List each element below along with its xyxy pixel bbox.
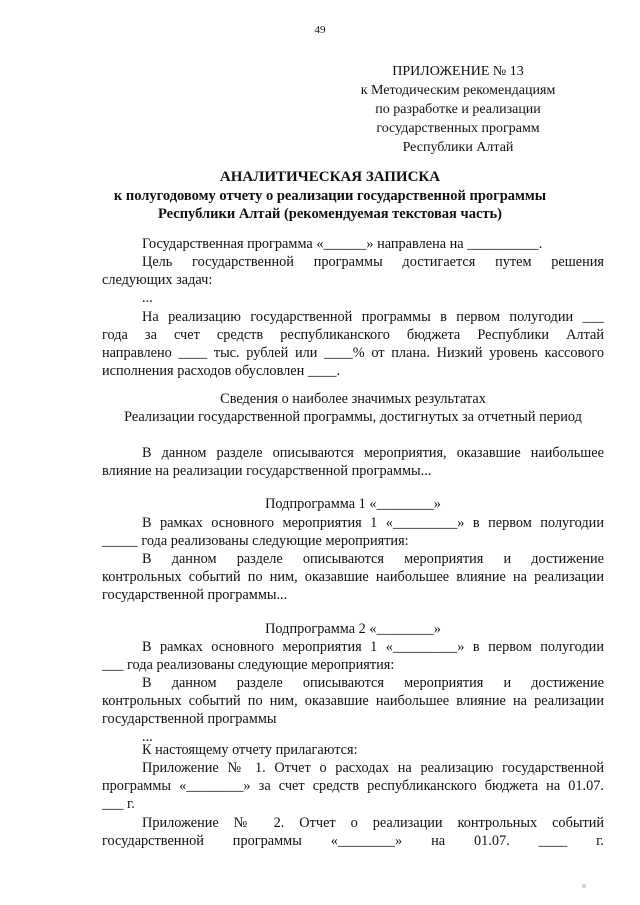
document-title: АНАЛИТИЧЕСКАЯ ЗАПИСКА [219, 169, 441, 185]
paragraph-line: В данном разделе описываются мероприятия и достижение [142, 551, 604, 567]
paragraph-line: Цель государственной программы достигается путем решения [142, 254, 604, 270]
paragraph-line: контрольных событий по ним, оказавшие наибольшее влияние на реализации [102, 693, 604, 709]
paragraph-line: государственной программы «________» на 01.07. ____ г. [102, 833, 604, 849]
paragraph-line: В рамках основного мероприятия 1 «_________» в первом полугодии [142, 515, 604, 531]
paragraph-line: К настоящему отчету прилагаются: [142, 742, 358, 758]
appendix-header [338, 62, 578, 157]
paragraph-line: В данном разделе описываются мероприятия, оказавшие наибольшее [142, 445, 604, 461]
page-number: 49 [314, 24, 326, 36]
paragraph-line: _____ года реализованы следующие мероприятия: [102, 533, 409, 549]
appendix-title: ПРИЛОЖЕНИЕ № 13 [392, 64, 524, 79]
section-heading: Реализации государственной программы, достигнутых за отчетный период [124, 409, 582, 425]
appendix-line: к Методическим рекомендациям [360, 83, 556, 98]
paragraph-line: В рамках основного мероприятия 1 «_________» в первом полугодии [142, 639, 604, 655]
document-subtitle-line: к полугодовому отчету о реализации государственной программы [113, 188, 547, 204]
paragraph-line: ... [142, 729, 153, 745]
document-subtitle-line: Республики Алтай (рекомендуемая текстовая часть) [157, 206, 503, 222]
appendix-line: государственных программ [376, 121, 540, 136]
paragraph-line: В данном разделе описываются мероприятия и достижение [142, 675, 604, 691]
paragraph-line: Приложение № 2. Отчет о реализации контрольных событий [142, 815, 604, 831]
section-heading: Сведения о наиболее значимых результатах [220, 391, 486, 407]
paragraph-line: ___ года реализованы следующие мероприятия: [102, 657, 395, 673]
paragraph-line: следующих задач: [102, 272, 213, 288]
paragraph-line: Государственная программа «______» направлена на __________. [142, 236, 543, 252]
paragraph-line: ___ г. [102, 796, 135, 812]
paragraph-line: влияние на реализации государственной программы... [102, 463, 432, 479]
scan-speck [582, 884, 586, 888]
paragraph-line: Приложение № 1. Отчет о расходах на реализацию государственной [142, 760, 604, 776]
paragraph-line: государственной программы [102, 711, 277, 727]
paragraph-line: программы «________» за счет средств республиканского бюджета на 01.07. [102, 778, 604, 794]
paragraph-line: направлено ____ тыс. рублей или ____% от плана. Низкий уровень кассового [102, 345, 604, 361]
paragraph-line: государственной программы... [102, 587, 288, 603]
paragraph-line: На реализацию государственной программы в первом полугодии ___ [142, 309, 604, 325]
paragraph-line: исполнения расходов обусловлен ____. [102, 363, 341, 379]
paragraph-line: контрольных событий по ним, оказавшие наибольшее влияние на реализации [102, 569, 604, 585]
paragraph-line: года за счет средств республиканского бюджета Республики Алтай [102, 327, 604, 343]
appendix-line: по разработке и реализации [375, 102, 541, 117]
subprogram-heading: Подпрограмма 1 «________» [265, 496, 441, 512]
paragraph-line: ... [142, 290, 153, 306]
appendix-line: Республики Алтай [402, 140, 514, 155]
subprogram-heading: Подпрограмма 2 «________» [265, 621, 441, 637]
